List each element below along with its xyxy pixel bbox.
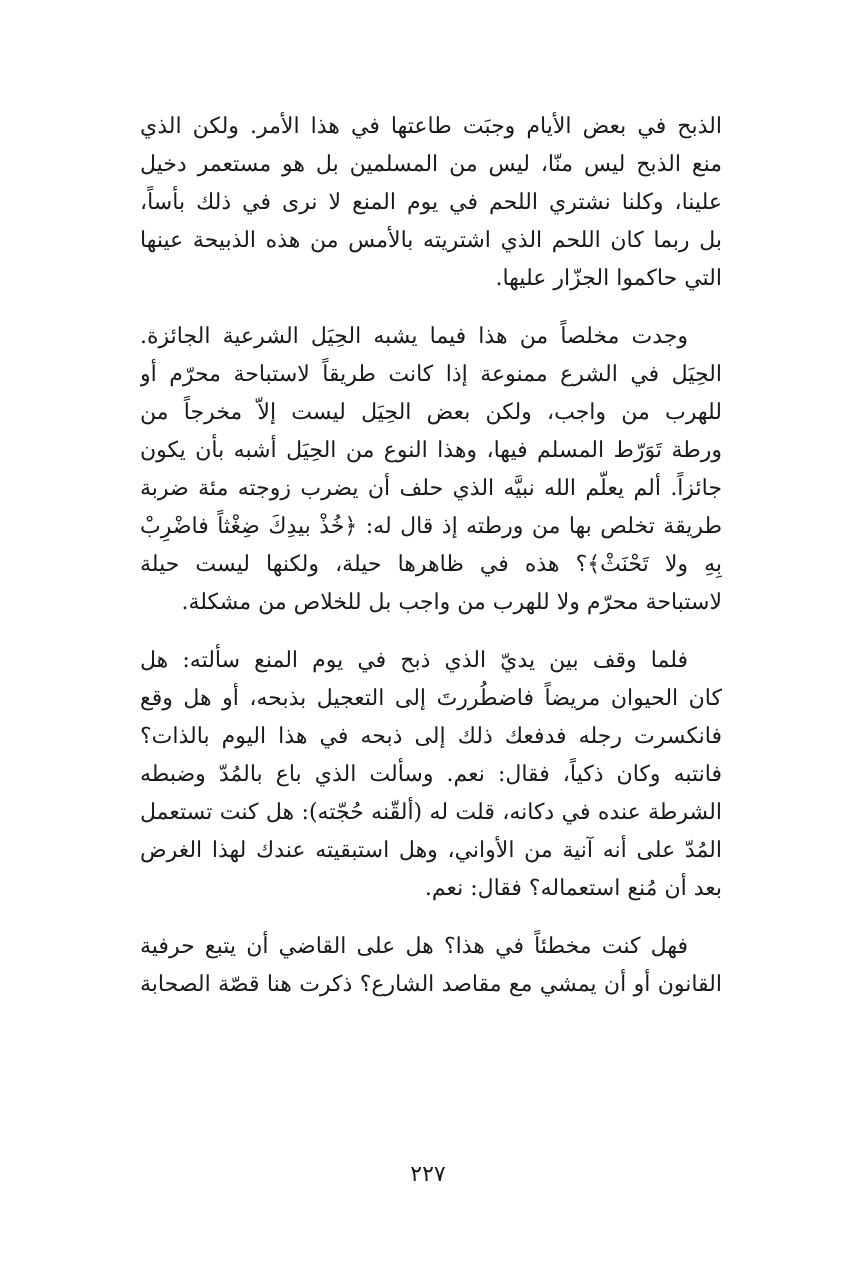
- text-line: فانكسرت رجله فدفعك ذلك إلى ذبحه في هذا اليوم بالذات؟: [140, 724, 722, 749]
- paragraph: [140, 318, 722, 622]
- paragraph: [140, 642, 722, 908]
- text-line: فلما وقف بين يديّ الذي ذبح في يوم المنع سألته: هل: [140, 648, 688, 673]
- text-line: بعد أن مُنع استعماله؟ فقال: نعم.: [424, 876, 722, 901]
- text-line: وجدت مخلصاً من هذا فيما يشبه الحِيَل الشرعية الجائزة.: [140, 324, 688, 349]
- text-line: المُدّ على أنه آنية من الأواني، وهل استبقيته عندك لهذا الغرض: [140, 838, 722, 863]
- body-text: [140, 108, 722, 1004]
- text-line: فهل كنت مخطئاً في هذا؟ هل على القاضي أن يتبع حرفية: [140, 934, 688, 959]
- page-number: ٢٢٧: [410, 1162, 446, 1187]
- text-line: كان الحيوان مريضاً فاضطُررتَ إلى التعجيل بذبحه، أو هل وقع: [140, 686, 722, 711]
- text-line: بل ربما كان اللحم الذي اشتريته بالأمس من هذه الذبيحة عينها: [140, 228, 722, 253]
- text-line: طريقة تخلص بها من ورطته إذ قال له: ﴿خُذْ بيدِكَ ضِغْثاً فاضْرِبْ: [140, 514, 722, 539]
- paragraph: [140, 928, 722, 1004]
- text-line: لاستباحة محرّم ولا للهرب من واجب بل للخلاص من مشكلة.: [181, 590, 722, 615]
- text-line: ورطة تَوَرّط المسلم فيها، وهذا النوع من الحِيَل أشبه بأن يكون: [140, 438, 722, 463]
- text-line: التي حاكموا الجزّار عليها.: [495, 266, 722, 291]
- text-line: الحِيَل في الشرع ممنوعة إذا كانت طريقاً لاستباحة محرّم أو: [140, 362, 722, 387]
- text-line: للهرب من واجب، ولكن بعض الحِيَل ليست إلاّ مخرجاً من: [140, 400, 722, 425]
- text-line: القانون أو أن يمشي مع مقاصد الشارع؟ ذكرت هنا قصّة الصحابة: [140, 972, 722, 997]
- text-line: فانتبه وكان ذكياً، فقال: نعم. وسألت الذي باع بالمُدّ وضبطه: [140, 762, 722, 787]
- text-line: بِهِ ولا تَحْنَثْ﴾؟ هذه في ظاهرها حيلة، ولكنها ليست حيلة: [140, 552, 722, 577]
- text-line: الذبح في بعض الأيام وجبَت طاعتها في هذا الأمر. ولكن الذي: [140, 114, 722, 139]
- text-line: الشرطة عنده في دكانه، قلت له (ألقّنه حُجّته): هل كنت تستعمل: [140, 800, 722, 825]
- text-line: جائزاً. ألم يعلّم الله نبيَّه الذي حلف أن يضرب زوجته مئة ضربة: [140, 476, 722, 501]
- text-line: منع الذبح ليس منّا، ليس من المسلمين بل هو مستعمر دخيل: [140, 152, 722, 177]
- paragraph: [140, 108, 722, 298]
- text-line: علينا، وكلنا نشتري اللحم في يوم المنع لا نرى في ذلك بأساً،: [140, 190, 722, 215]
